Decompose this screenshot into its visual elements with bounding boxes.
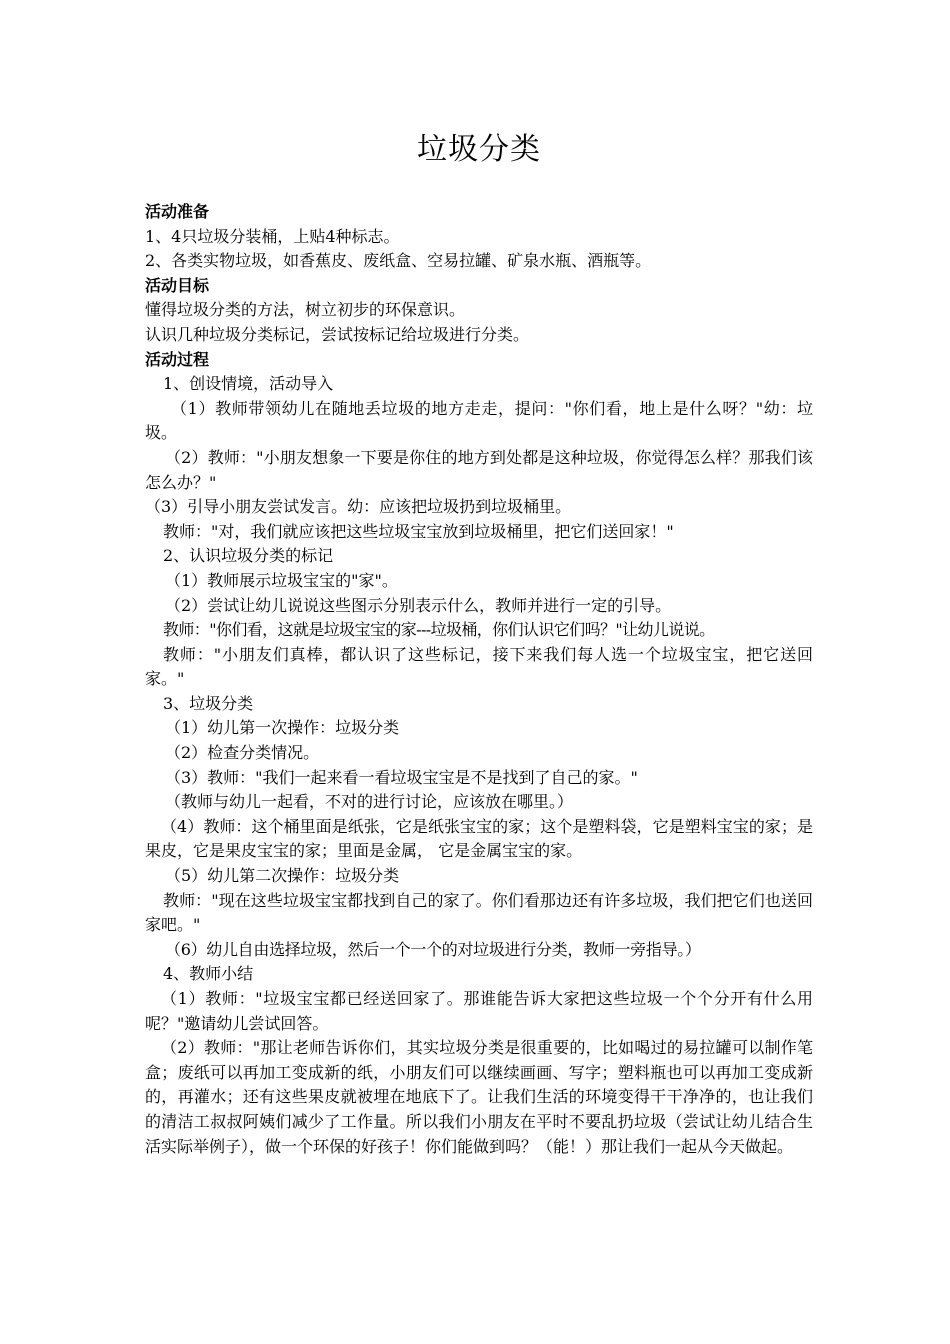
process-paragraph: （2）教师："那让老师告诉你们，其实垃圾分类是很重要的，比如喝过的易拉罐可以制作笔盒；废纸可以再加工变成新的纸，小朋友们可以继续画画、写字；塑料瓶也可以再加工变成新的，再灌水；还有这些果皮就被埋在地底下了。让我们生活的环境变得干干净净的，也让我们的清洁工叔叔阿姨们减少了工作量。所以我们小朋友在平时不要乱扔垃圾（尝试让幼儿结合生活实际举例子），做一个环保的好孩子！你们能做到吗？（能！）那让我们一起从今天做起。 xyxy=(145,1038,813,1156)
process-paragraph: （2）教师："小朋友想象一下要是你住的地方到处都是这种垃圾，你觉得怎么样？那我们该怎么办？" xyxy=(145,447,813,492)
goal-item: 懂得垃圾分类的方法，树立初步的环保意识。 xyxy=(145,300,466,320)
process-paragraph: （教师与幼儿一起看，不对的进行讨论，应该放在哪里。） xyxy=(165,792,574,812)
document-body xyxy=(145,200,813,1159)
goal-item: 认识几种垃圾分类标记，尝试按标记给垃圾进行分类。 xyxy=(145,324,530,344)
process-paragraph: （1）教师带领幼儿在随地丢垃圾的地方走走，提问："你们看，地上是什么呀？"幼：垃圾。 xyxy=(145,398,813,443)
document-title: 垃圾分类 xyxy=(417,132,541,167)
section-heading-prep: 活动准备 xyxy=(145,202,210,221)
process-step-heading: 4、教师小结 xyxy=(163,964,254,984)
section-heading-goal: 活动目标 xyxy=(145,275,210,295)
process-paragraph: （3）引导小朋友尝试发言。幼：应该把垃圾扔到垃圾桶里。 xyxy=(145,497,572,517)
process-step-heading: 3、垃圾分类 xyxy=(163,693,254,713)
process-paragraph: 教师："小朋友们真棒，都认识了这些标记，接下来我们每人选一个垃圾宝宝，把它送回家。" xyxy=(145,644,813,689)
section-heading-process: 活动过程 xyxy=(145,349,210,369)
process-step-heading: 2、认识垃圾分类的标记 xyxy=(163,546,334,566)
process-paragraph: 教师："现在这些垃圾宝宝都找到自己的家了。你们看那边还有许多垃圾，我们把它们也送回家吧。" xyxy=(145,890,813,935)
process-paragraph: （3）教师："我们一起来看一看垃圾宝宝是不是找到了自己的家。" xyxy=(165,767,638,787)
process-paragraph: 教师："你们看，这就是垃圾宝宝的家---垃圾桶，你们认识它们吗？"让幼儿说说。 xyxy=(163,620,715,640)
process-paragraph: （1）教师："垃圾宝宝都已经送回家了。那谁能告诉大家把这些垃圾一个个分开有什么用呢？"邀请幼儿尝试回答。 xyxy=(145,989,813,1033)
process-step-heading: 1、创设情境，活动导入 xyxy=(163,374,334,394)
prep-item: 1、4只垃圾分装桶，上贴4种标志。 xyxy=(145,226,400,246)
process-paragraph: （2）检查分类情况。 xyxy=(165,743,320,763)
process-paragraph: 教师："对，我们就应该把这些垃圾宝宝放到垃圾桶里，把它们送回家！" xyxy=(163,521,674,541)
prep-item: 2、各类实物垃圾，如香蕉皮、废纸盒、空易拉罐、矿泉水瓶、酒瓶等。 xyxy=(145,251,652,271)
process-paragraph: （2）尝试让幼儿说说这些图示分别表示什么，教师并进行一定的引导。 xyxy=(165,595,672,615)
process-paragraph: （4）教师：这个桶里面是纸张，它是纸张宝宝的家；这个是塑料袋，它是塑料宝宝的家；是果皮，它是果皮宝宝的家；里面是金属， 它是金属宝宝的家。 xyxy=(145,816,813,861)
process-paragraph: （1）幼儿第一次操作：垃圾分类 xyxy=(165,718,400,738)
process-paragraph: （5）幼儿第二次操作：垃圾分类 xyxy=(165,866,400,886)
process-paragraph: （1）教师展示垃圾宝宝的"家"。 xyxy=(165,570,398,590)
process-paragraph: （6）幼儿自由选择垃圾，然后一个一个的对垃圾进行分类，教师一旁指导。） xyxy=(165,939,701,959)
